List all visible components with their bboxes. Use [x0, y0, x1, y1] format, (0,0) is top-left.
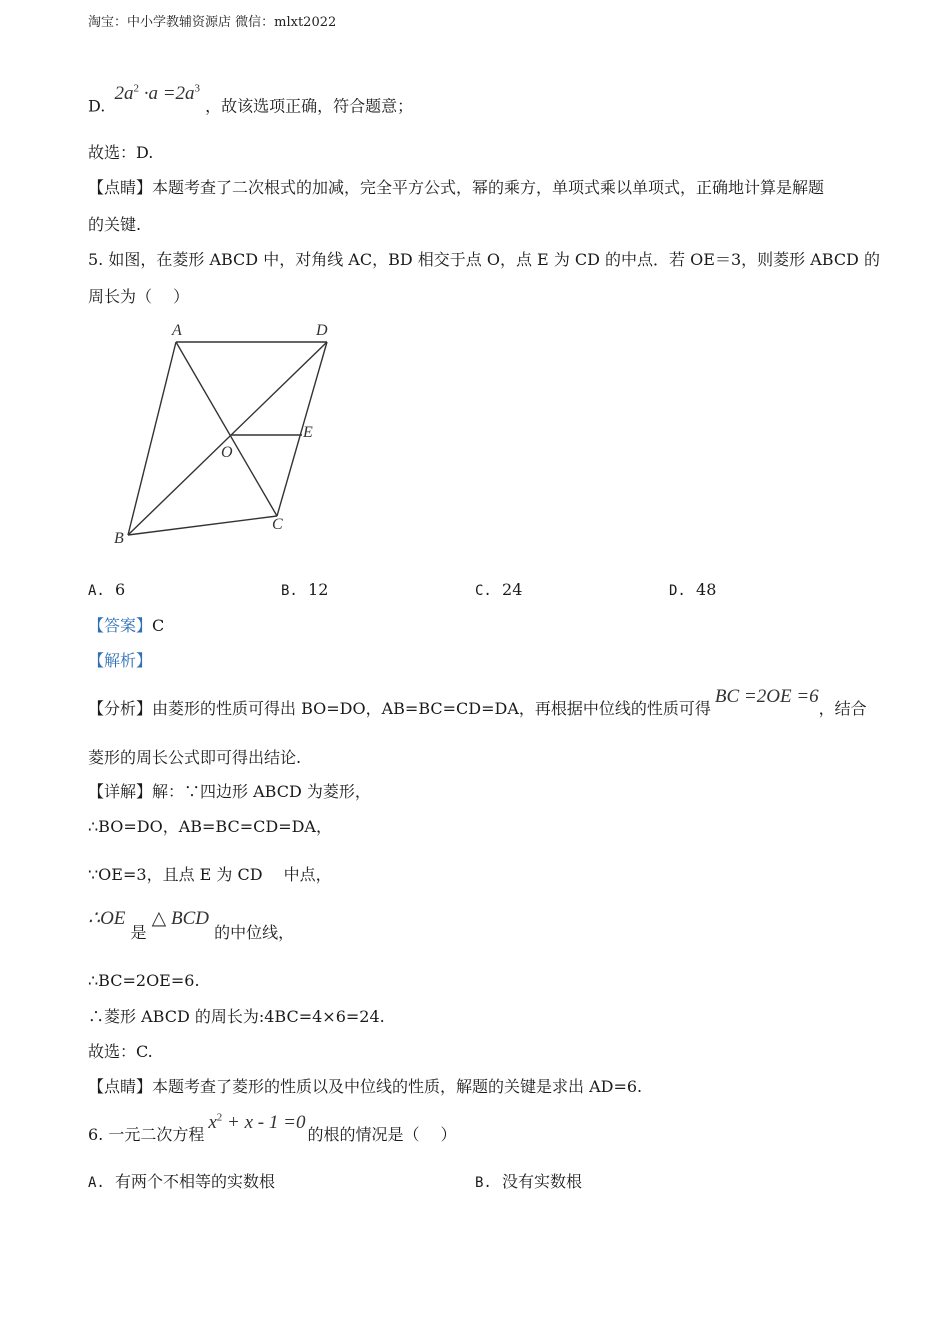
q5-detail-4: ∴OE 是 △ BCD 的中位线， — [88, 908, 295, 942]
vertex-label-a: A — [172, 322, 182, 339]
option-d-text: ，故该选项正确，符合题意； — [205, 96, 414, 116]
q5-fenxi-line1: 【分析】由菱形的性质可得出 BO=DO，AB=BC=CD=DA，再根据中位线的性质可得BC =2OE =6，结合 — [88, 686, 867, 718]
side-cb — [128, 516, 277, 535]
q5-choice: 故选：C. — [88, 1042, 153, 1061]
diagonal-bd — [128, 342, 327, 535]
q6-option-a: A. 有两个不相等的实数根 — [88, 1172, 276, 1191]
q5-detail-1: 【详解】解：∵四边形 ABCD 为菱形， — [88, 782, 371, 801]
point-label-o: O — [221, 444, 233, 461]
q5-detail-2: ∴BO=DO，AB=BC=CD=DA， — [88, 817, 332, 836]
q6-stem: 6. 一元二次方程$x^2 + x - 1 =0$的根的情况是（ ） — [88, 1112, 457, 1145]
q5-note: 【点睛】本题考查了菱形的性质以及中位线的性质，解题的关键是求出 AD=6. — [88, 1077, 643, 1096]
q5-fenxi-line2: 菱形的周长公式即可得出结论. — [88, 748, 302, 767]
side-ba — [128, 342, 176, 535]
q5-stem-line1: 5. 如图，在菱形 ABCD 中，对角线 AC，BD 相交于点 O，点 E 为 CD 的中点．若 OE＝3，则菱形 ABCD 的 — [88, 250, 880, 269]
point-label-e: E — [303, 424, 313, 441]
q5-answer: 【答案】C — [88, 616, 165, 635]
q5-analysis-tag: 【解析】 — [88, 651, 153, 670]
vertex-label-b: B — [114, 530, 124, 547]
prev-note-line1: 【点睛】本题考查了二次根式的加减，完全平方公式，幂的乘方，单项式乘以单项式，正确地计算是解题 — [88, 178, 825, 197]
option-d-prefix: D. — [88, 96, 106, 116]
rhombus-figure — [100, 315, 360, 555]
q5-detail-5: ∴BC=2OE=6. — [88, 971, 200, 990]
side-dc — [277, 342, 327, 516]
q5-option-d: D. 48 — [669, 580, 717, 599]
fenxi-formula: BC =2OE =6 — [714, 686, 819, 707]
q5-detail-6: ∴菱形 ABCD 的周长为:4BC=4×6=24. — [88, 1007, 385, 1026]
vertex-label-c: C — [272, 516, 283, 533]
q5-option-a: A. 6 — [88, 580, 126, 599]
page-header: 淘宝：中小学教辅资源店 微信：mlxt2022 — [88, 15, 337, 30]
q5-detail-3: ∵OE=3，且点 E 为 CD 中点， — [88, 865, 332, 884]
q5-stem-line2: 周长为（ ） — [88, 287, 190, 306]
prev-note-line2: 的关键. — [88, 215, 142, 234]
option-d-formula: $2a^2 \cdot a =2a^3$ — [114, 83, 201, 105]
diagonal-ac — [176, 342, 277, 516]
vertex-label-d: D — [316, 322, 328, 339]
q5-option-b: B. 12 — [281, 580, 329, 599]
q6-equation: $x^2 + x - 1 =0$ — [208, 1112, 306, 1134]
q5-option-c: C. 24 — [475, 580, 523, 599]
prev-choice: 故选：D. — [88, 143, 154, 162]
option-d-line — [88, 83, 414, 118]
q6-option-b: B. 没有实数根 — [475, 1172, 583, 1191]
